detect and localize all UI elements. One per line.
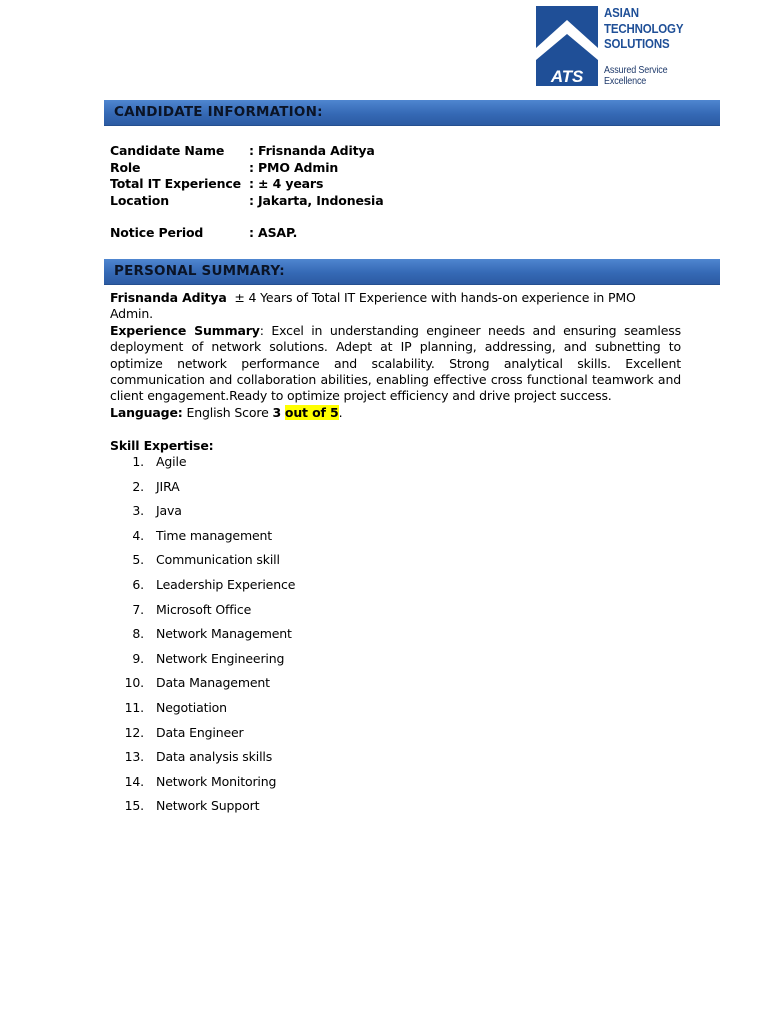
language-text: English Score — [182, 405, 273, 420]
skill-name: Network Management — [156, 626, 292, 642]
ats-logo-mark-icon — [536, 6, 598, 86]
experience-summary-text: : Excel in understanding engineer needs and ensuring seamless deployment of network solutions. Adept at IP planning, addressing, and subnetting to optimize network performance and scalability. Strong analytical skills. Excellent communication and collaboration abilities, enabling effective cross functional teamwork and client engagement.Ready to optimize project efficiency and drive project success. — [110, 323, 681, 404]
skill-name: Data Engineer — [156, 724, 244, 740]
skill-number: 15. — [124, 798, 144, 814]
skill-name: Data analysis skills — [156, 749, 273, 765]
notice-period-value: : ASAP. — [249, 225, 298, 240]
experience-summary — [110, 323, 681, 404]
skill-number: 1. — [132, 454, 144, 469]
skill-name: Data Management — [156, 675, 270, 691]
logo-tagline — [604, 65, 675, 87]
skill-number: 4. — [132, 527, 144, 543]
skill-number: 12. — [124, 724, 144, 740]
skill-name: Network Support — [156, 798, 260, 814]
skill-number: 2. — [132, 478, 144, 494]
skill-number: 3. — [132, 503, 144, 519]
skill-name: Java — [156, 503, 182, 519]
skill-number: 10. — [124, 675, 144, 691]
logo-line: SOLUTIONS — [604, 37, 670, 51]
skill-number: 5. — [132, 552, 144, 568]
skill-number: 13. — [124, 749, 144, 765]
skills-title: Skill Expertise: — [110, 438, 214, 453]
personal-summary-header — [104, 259, 720, 285]
experience-value: : ± 4 years — [249, 176, 324, 191]
skill-name: JIRA — [156, 478, 180, 494]
candidate-name-label: Candidate Name — [110, 143, 225, 158]
logo-line: TECHNOLOGY — [604, 21, 684, 36]
experience-label: Total IT Experience — [110, 176, 241, 191]
experience-summary-label: Experience Summary — [110, 323, 260, 338]
summary-intro — [110, 290, 681, 323]
language-score-highlight: out of 5 — [284, 405, 339, 420]
candidate-info-header — [104, 100, 720, 126]
skill-number: 6. — [132, 577, 144, 592]
skill-number: 14. — [124, 773, 144, 789]
skill-number: 7. — [132, 601, 144, 617]
skill-number: 11. — [124, 700, 144, 715]
role-value: : PMO Admin — [249, 159, 339, 175]
section-title: PERSONAL SUMMARY: — [114, 263, 285, 279]
skill-name: Leadership Experience — [156, 577, 296, 592]
summary-name: Frisnanda Aditya — [110, 290, 227, 305]
language-end: . — [338, 405, 343, 420]
location-value: : Jakarta, Indonesia — [249, 192, 384, 208]
skill-number: 9. — [132, 650, 144, 666]
logo-line: ASIAN — [604, 6, 639, 20]
logo-tagline-line: Assured Service — [604, 65, 668, 76]
section-title: CANDIDATE INFORMATION: — [114, 104, 323, 120]
skill-name: Communication skill — [156, 552, 280, 568]
skill-name: Network Monitoring — [156, 773, 277, 789]
language-score: 3 — [272, 405, 282, 420]
summary-intro-text: ± 4 Years of Total IT Experience with hands-on experience in PMO Admin. — [110, 290, 636, 322]
logo-mark-text: ATS — [550, 67, 584, 86]
skill-name: Agile — [156, 454, 187, 469]
language-line — [110, 405, 681, 421]
language-label: Language: — [110, 405, 183, 420]
logo-title — [604, 6, 694, 53]
company-logo — [536, 6, 686, 88]
skill-expertise — [110, 438, 296, 814]
skill-name: Network Engineering — [156, 650, 285, 666]
skill-name: Time management — [156, 527, 273, 543]
candidate-name-value: : Frisnanda Aditya — [249, 143, 375, 158]
location-label: Location — [110, 192, 169, 208]
skill-name: Microsoft Office — [156, 601, 252, 617]
skill-number: 8. — [132, 626, 144, 642]
skill-name: Negotiation — [156, 700, 227, 715]
role-label: Role — [110, 159, 141, 175]
notice-period-label: Notice Period — [110, 225, 204, 240]
logo-tagline-line: Excellence — [604, 76, 647, 87]
